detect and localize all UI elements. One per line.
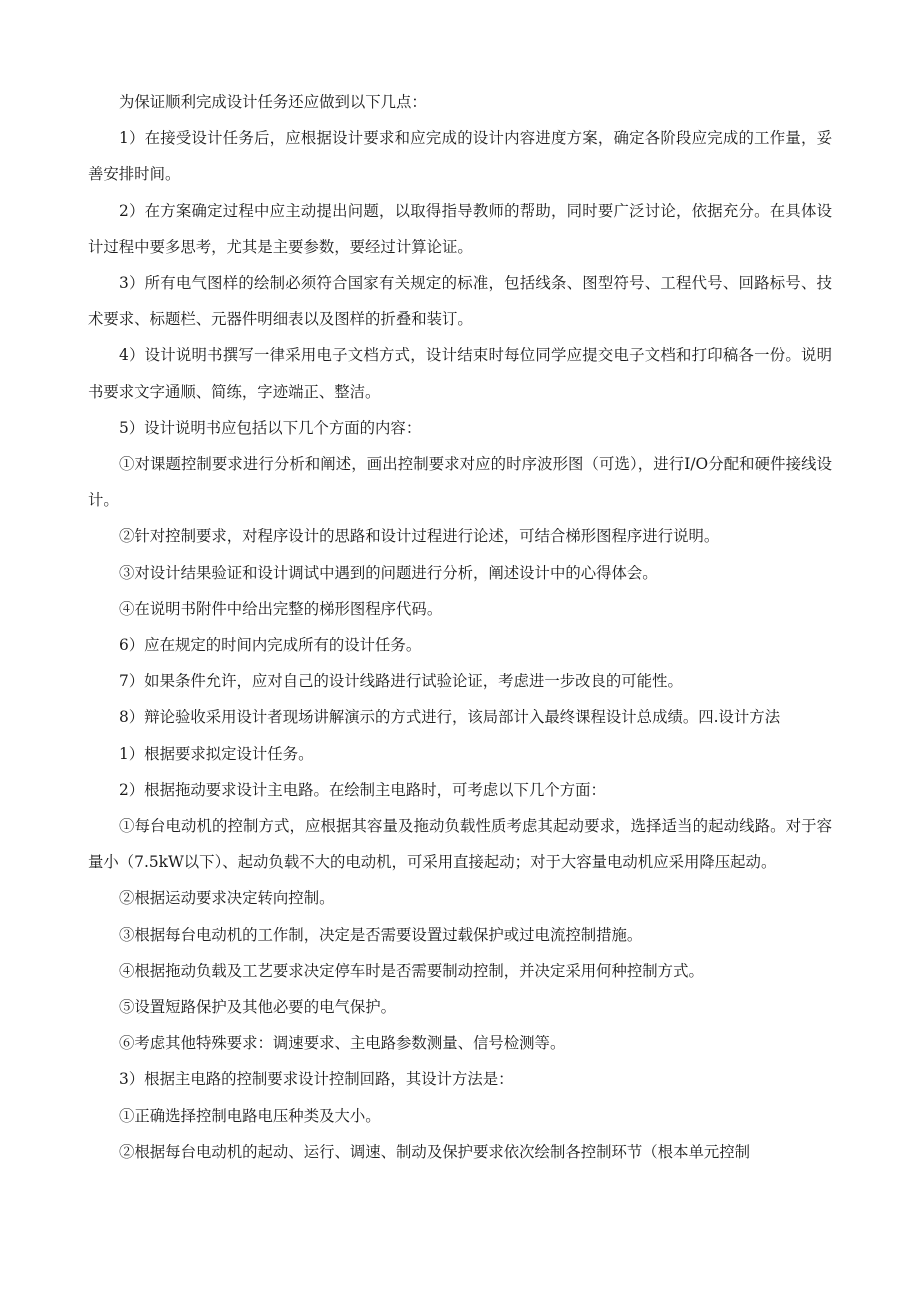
paragraph: 1）根据要求拟定设计任务。 (119, 744, 314, 763)
paragraph: ②根据每台电动机的起动、运行、调速、制动及保护要求依次绘制各控制环节（根本单元控制 (119, 1142, 751, 1161)
paragraph: ③根据每台电动机的工作制，决定是否需要设置过载保护或过电流控制措施。 (119, 925, 643, 944)
paragraph: 7）如果条件允许，应对自己的设计线路进行试验论证，考虑进一步改良的可能性。 (119, 672, 683, 691)
paragraph: 4）设计说明书撰写一律采用电子文档方式，设计结束时每位同学应提交电子文档和打印稿各一份。说明书要求文字通顺、简练，字迹端正、整洁。 (88, 346, 832, 401)
paragraph: ②根据运动要求决定转向控制。 (119, 889, 335, 908)
paragraph: ⑥考虑其他特殊要求：调速要求、主电路参数测量、信号检测等。 (119, 1034, 566, 1053)
paragraph: ④根据拖动负载及工艺要求决定停车时是否需要制动控制，并决定采用何种控制方式。 (119, 961, 704, 980)
paragraph: ①对课题控制要求进行分析和阐述，画出控制要求对应的时序波形图（可选），进行I/O分配和硬件接线设计。 (88, 455, 832, 510)
paragraph: ①正确选择控制电路电压种类及大小。 (119, 1106, 381, 1125)
paragraph: 3）根据主电路的控制要求设计控制回路，其设计方法是： (119, 1070, 514, 1089)
paragraph: 8）辩论验收采用设计者现场讲解演示的方式进行，该局部计入最终课程设计总成绩。四.设计方法 (119, 708, 781, 727)
paragraph: 为保证顺利完成设计任务还应做到以下几点： (119, 93, 427, 111)
paragraph: ②针对控制要求，对程序设计的思路和设计过程进行论述，可结合梯形图程序进行说明。 (119, 527, 720, 546)
paragraph: 2）在方案确定过程中应主动提出问题，以取得指导教师的帮助，同时要广泛讨论，依据充分。在具体设计过程中要多思考，尤其是主要参数，要经过计算论证。 (88, 201, 832, 256)
paragraph: 1）在接受设计任务后，应根据设计要求和应完成的设计内容进度方案，确定各阶段应完成的工作量，妥善安排时间。 (88, 129, 832, 184)
paragraph: ④在说明书附件中给出完整的梯形图程序代码。 (119, 599, 443, 618)
paragraph: ③对设计结果验证和设计调试中遇到的问题进行分析，阐述设计中的心得体会。 (119, 563, 658, 582)
paragraph: 5）设计说明书应包括以下几个方面的内容： (119, 418, 422, 437)
document-body (88, 84, 832, 1170)
paragraph: ⑤设置短路保护及其他必要的电气保护。 (119, 998, 397, 1017)
paragraph: 6）应在规定的时间内完成所有的设计任务。 (119, 636, 422, 655)
paragraph: 2）根据拖动要求设计主电路。在绘制主电路时，可考虑以下几个方面： (119, 780, 606, 799)
paragraph: ①每台电动机的控制方式，应根据其容量及拖动负载性质考虑其起动要求，选择适当的起动线路。对于容量小（7.5kW以下）、起动负载不大的电动机，可采用直接起动；对于大容量电动机应采用降压起动。 (88, 817, 832, 872)
paragraph: 3）所有电气图样的绘制必须符合国家有关规定的标准，包括线条、图型符号、工程代号、回路标号、技术要求、标题栏、元器件明细表以及图样的折叠和装订。 (88, 274, 832, 329)
